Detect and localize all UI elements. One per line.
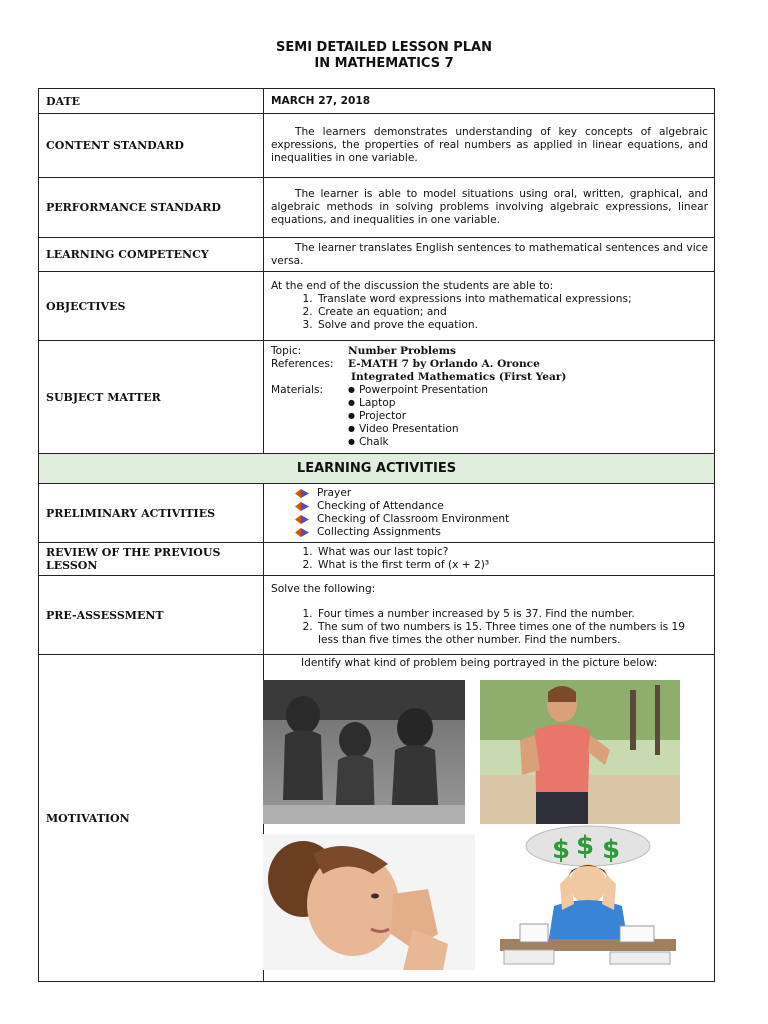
motivation-label: MOTIVATION bbox=[39, 655, 264, 982]
objectives-label: OBJECTIVES bbox=[39, 272, 264, 341]
learning-competency-value: The learner translates English sentences to mathematical sentences and vice versa. bbox=[264, 238, 715, 272]
reference-item: E-MATH 7 by Orlando A. Oronce bbox=[348, 358, 540, 370]
objective-item: 2. Create an equation; and bbox=[316, 306, 708, 319]
preliminary-label: PRELIMINARY ACTIVITIES bbox=[39, 484, 264, 543]
materials-label: Materials: bbox=[271, 384, 324, 396]
svg-text:$: $ bbox=[576, 831, 595, 861]
content-standard-value: The learners demonstrates understanding of key concepts of algebraic expressions, the properties of real numbers as applied in linear equations, and inequalities in one variable. bbox=[264, 114, 715, 178]
objectives-list bbox=[271, 293, 708, 332]
preliminary-item: Collecting Assignments bbox=[293, 526, 708, 539]
objectives-value bbox=[264, 272, 715, 341]
content-standard-label: CONTENT STANDARD bbox=[39, 114, 264, 178]
row-pre-assessment bbox=[39, 576, 715, 655]
material-item: ● Projector bbox=[348, 410, 708, 423]
title-line1: SEMI DETAILED LESSON PLAN bbox=[276, 40, 492, 55]
review-label-line1: REVIEW OF THE PREVIOUS bbox=[46, 546, 221, 559]
learning-competency-label: LEARNING COMPETENCY bbox=[39, 238, 264, 272]
topic-label: Topic: bbox=[271, 345, 302, 357]
objective-item: 3. Solve and prove the equation. bbox=[316, 319, 708, 332]
arrow-bullet-icon bbox=[295, 528, 309, 537]
row-review bbox=[39, 543, 715, 576]
performance-standard-label: PERFORMANCE STANDARD bbox=[39, 178, 264, 238]
row-subject-matter bbox=[39, 341, 715, 454]
subject-matter-label: SUBJECT MATTER bbox=[39, 341, 264, 454]
row-date bbox=[39, 89, 715, 114]
preliminary-item: Checking of Classroom Environment bbox=[293, 513, 708, 526]
materials-list bbox=[348, 384, 708, 449]
row-preliminary bbox=[39, 484, 715, 543]
row-learning-competency bbox=[39, 238, 715, 272]
material-item: ● Powerpoint Presentation bbox=[348, 384, 708, 397]
review-list bbox=[271, 546, 708, 572]
performance-standard-value: The learner is able to model situations using oral, written, graphical, and algebraic methods in solving problems involving algebraic expressions, linear equations, and inequalities in one variable. bbox=[264, 178, 715, 238]
review-item: 1. What was our last topic? bbox=[316, 546, 708, 559]
references-label: References: bbox=[271, 358, 334, 370]
reference-item: Integrated Mathematics (First Year) bbox=[351, 371, 567, 383]
review-label bbox=[39, 543, 264, 576]
review-label-line2: LESSON bbox=[46, 559, 98, 572]
stressed-person-money-clipart bbox=[490, 824, 686, 970]
woman-skin-problem-photo bbox=[263, 834, 475, 970]
arrow-bullet-icon bbox=[295, 515, 309, 524]
material-item: ● Chalk bbox=[348, 436, 708, 449]
motivation-intro: Identify what kind of problem being portrayed in the picture below: bbox=[301, 657, 658, 669]
jogging-woman-photo bbox=[480, 680, 680, 824]
row-content-standard bbox=[39, 114, 715, 178]
malnourished-children-photo bbox=[263, 680, 465, 824]
review-value bbox=[264, 543, 715, 576]
topic-value: Number Problems bbox=[348, 345, 456, 357]
date-value: MARCH 27, 2018 bbox=[264, 89, 715, 114]
arrow-bullet-icon bbox=[295, 489, 309, 498]
svg-text:$: $ bbox=[602, 835, 621, 865]
material-item: ● Laptop bbox=[348, 397, 708, 410]
date-label: DATE bbox=[39, 89, 264, 114]
pre-assessment-label: PRE-ASSESSMENT bbox=[39, 576, 264, 655]
learning-activities-heading: LEARNING ACTIVITIES bbox=[39, 454, 715, 484]
pre-assessment-item: 1. Four times a number increased by 5 is 37. Find the number. bbox=[316, 608, 708, 621]
pre-assessment-value bbox=[264, 576, 715, 655]
pre-assessment-list bbox=[271, 608, 708, 647]
row-learning-activities bbox=[39, 454, 715, 484]
material-item: ● Video Presentation bbox=[348, 423, 708, 436]
preliminary-item: Prayer bbox=[293, 487, 708, 500]
preliminary-value bbox=[264, 484, 715, 543]
pre-assessment-intro: Solve the following: bbox=[271, 583, 376, 595]
preliminary-item: Checking of Attendance bbox=[293, 500, 708, 513]
preliminary-list bbox=[271, 487, 708, 539]
objective-item: 1. Translate word expressions into mathematical expressions; bbox=[316, 293, 708, 306]
subject-matter-value bbox=[264, 341, 715, 454]
svg-text:$: $ bbox=[552, 835, 571, 865]
arrow-bullet-icon bbox=[295, 502, 309, 511]
review-item: 2. What is the first term of (x + 2)³ bbox=[316, 559, 708, 572]
row-performance-standard bbox=[39, 178, 715, 238]
row-objectives bbox=[39, 272, 715, 341]
objectives-intro: At the end of the discussion the students are able to: bbox=[271, 280, 554, 292]
title-line2: IN MATHEMATICS 7 bbox=[314, 56, 454, 71]
pre-assessment-item: 2. The sum of two numbers is 15. Three times one of the numbers is 19 less than five times the other number. Find the numbers. bbox=[316, 621, 708, 647]
